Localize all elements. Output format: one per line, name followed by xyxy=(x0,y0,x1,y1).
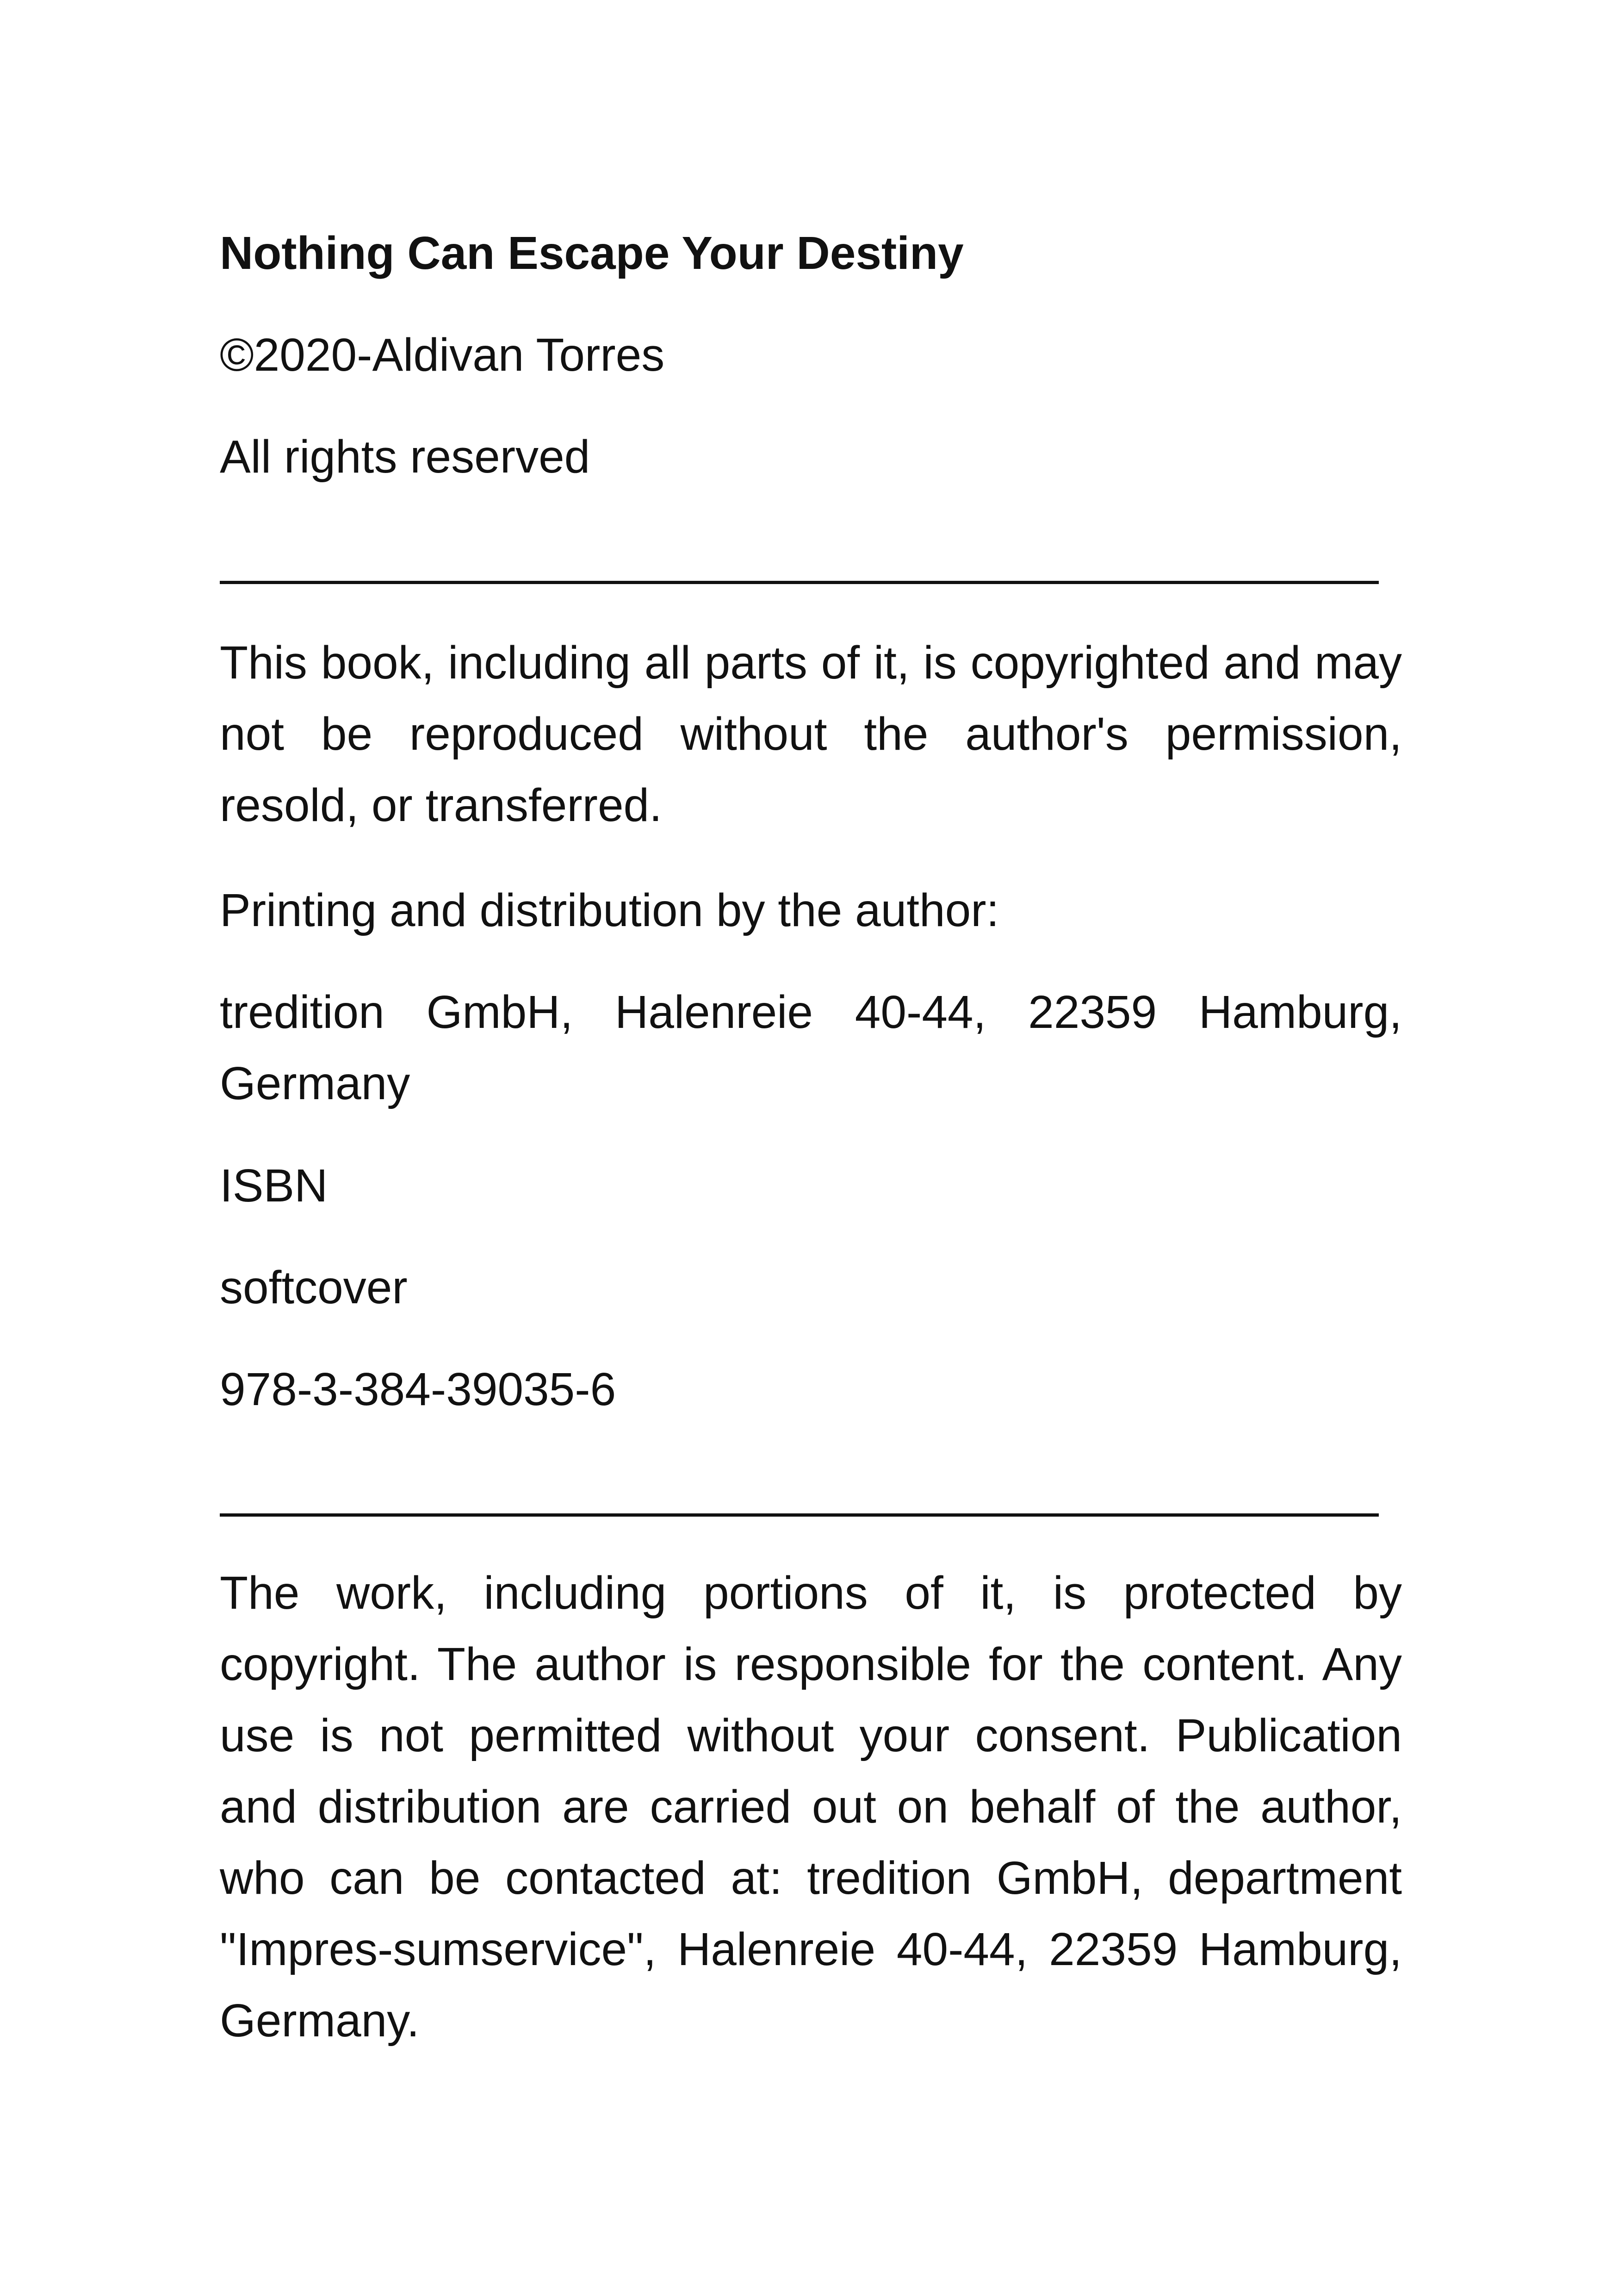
isbn-label: ISBN xyxy=(220,1160,328,1212)
divider-bottom xyxy=(220,1513,1379,1517)
book-title: Nothing Can Escape Your Destiny xyxy=(220,227,964,279)
printing-line: Printing and distribution by the author: xyxy=(220,884,999,936)
copyright-line: ©2020-Aldivan Torres xyxy=(220,329,665,381)
rights-line: All rights reserved xyxy=(220,431,590,483)
protection-notice: The work, including portions of it, is protected by copyright. The author is responsible for the content. Any use is not permitted without your consent. Publication and distribution are carried out on behalf of the author, who can be contacted at: tredition GmbH, department "Impres-sumservice", Halenreie 40-44, 22359 Hamburg, Germany. xyxy=(220,1567,1402,2047)
format-line: softcover xyxy=(220,1262,408,1313)
copyright-notice: This book, including all parts of it, is copyrighted and may not be reproduced without the author's permission, resold, or transferred. xyxy=(220,637,1402,831)
isbn-number: 978-3-384-39035-6 xyxy=(220,1363,616,1415)
divider-top xyxy=(220,581,1379,584)
publisher-address: tredition GmbH, Halenreie 40-44, 22359 Hamburg, Germany xyxy=(220,986,1402,1109)
